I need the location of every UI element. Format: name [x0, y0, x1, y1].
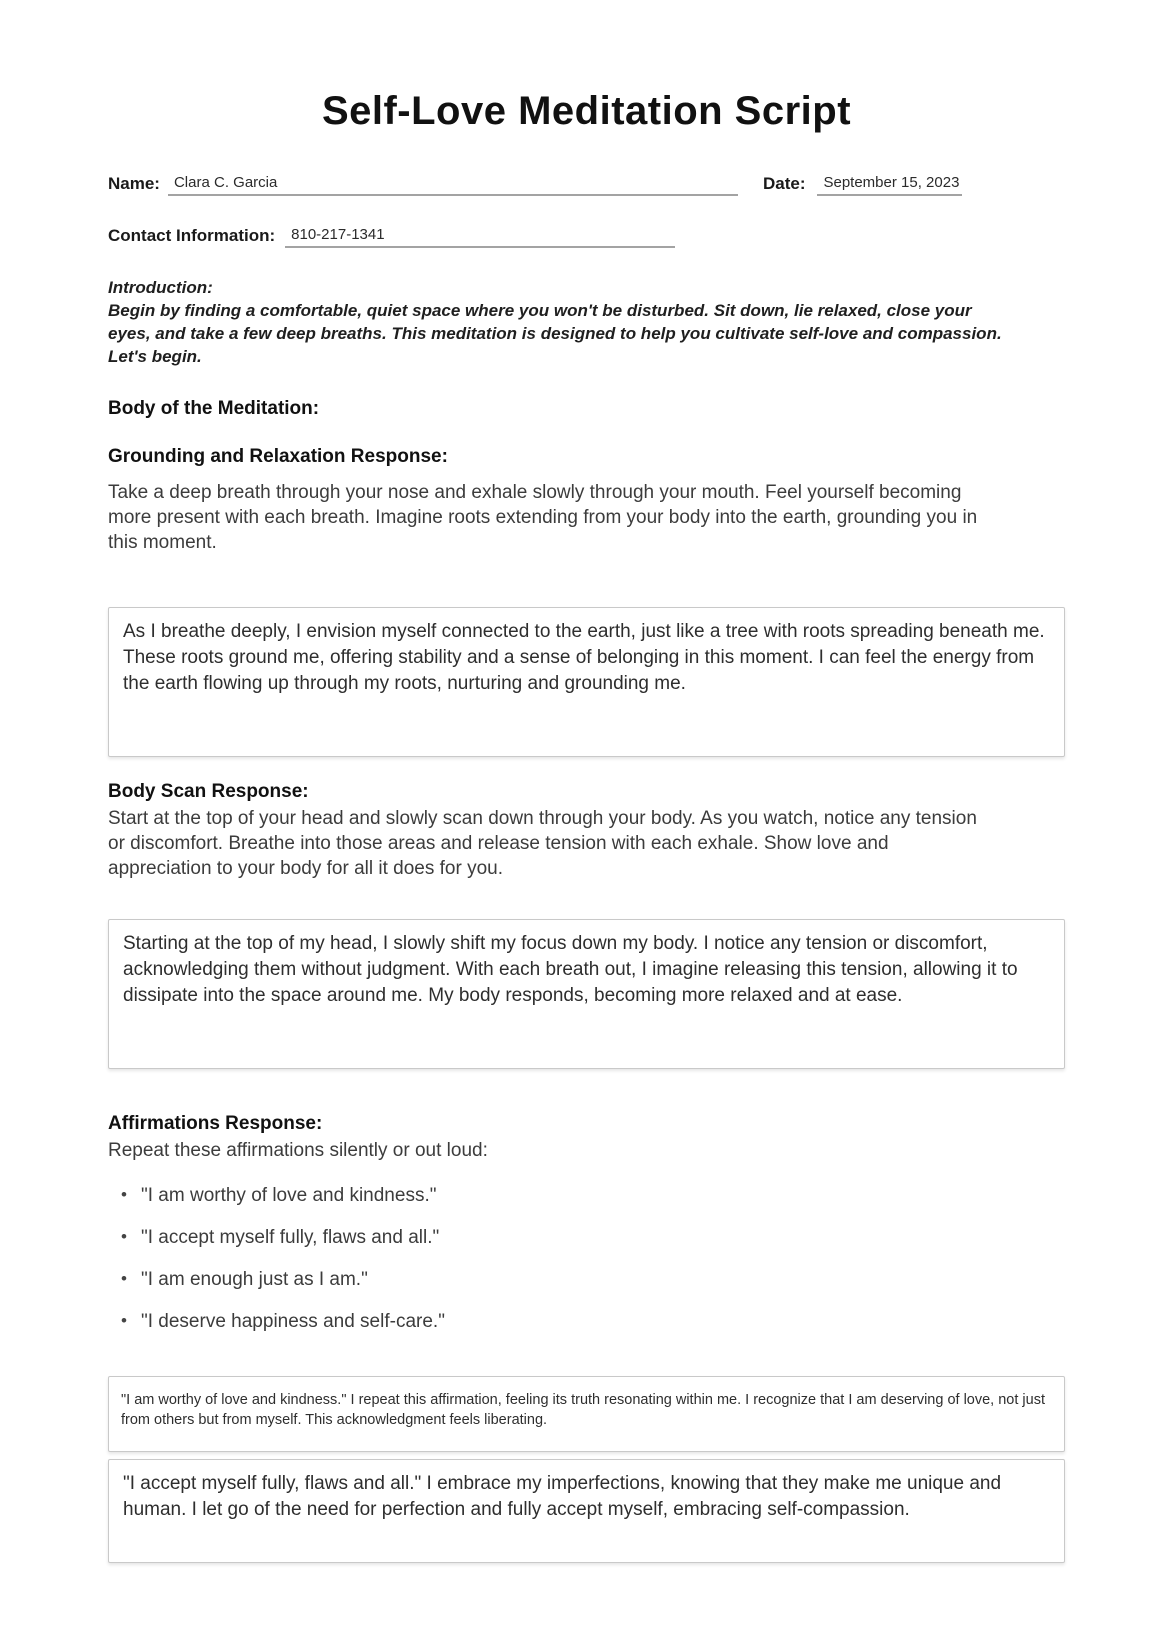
introduction-block: [108, 276, 1018, 368]
name-input[interactable]: Clara C. Garcia: [168, 172, 738, 196]
date-input[interactable]: September 15, 2023: [817, 172, 962, 196]
affirmation-list: [108, 1183, 1065, 1334]
body-scan-heading: Body Scan Response:: [108, 781, 309, 802]
contact-row: [108, 224, 1065, 248]
name-label: Name:: [108, 174, 160, 193]
document-page: [0, 88, 1176, 1630]
grounding-response-box[interactable]: As I breathe deeply, I envision myself connected to the earth, just like a tree with roots spreading beneath me. These roots ground me, offering stability and a sense of belonging in this moment. I can feel the energy from the earth flowing up through my roots, nurturing and grounding me.: [108, 607, 1065, 757]
name-date-row: [108, 172, 1065, 196]
affirmation-bullet-1: • "I am worthy of love and kindness.": [141, 1183, 1065, 1208]
affirmation-bullet-2: • "I accept myself fully, flaws and all.": [141, 1225, 1065, 1250]
contact-label: Contact Information:: [108, 226, 276, 245]
affirmation-response-box-1[interactable]: "I am worthy of love and kindness." I repeat this affirmation, feeling its truth resonating within me. I recognize that I am deserving of love, not just from others but from myself. This acknowledgment feels liberating.: [108, 1376, 1065, 1452]
grounding-heading: Grounding and Relaxation Response:: [108, 446, 448, 467]
date-label: Date:: [762, 174, 806, 193]
affirmations-heading: Affirmations Response:: [108, 1113, 323, 1134]
page-title: Self-Love Meditation Script: [321, 89, 852, 133]
contact-input[interactable]: 810-217-1341: [285, 224, 675, 248]
affirmation-bullet-4: • "I deserve happiness and self-care.": [141, 1309, 1065, 1334]
affirmation-response-box-2[interactable]: "I accept myself fully, flaws and all." I embrace my imperfections, knowing that they make me unique and human. I let go of the need for perfection and fully accept myself, embracing self-compassion.: [108, 1459, 1065, 1563]
affirmations-prompt: Repeat these affirmations silently or out loud:: [108, 1140, 488, 1161]
body-scan-prompt: Start at the top of your head and slowly scan down through your body. As you watch, notice any tension or discomfort. Breathe into those areas and release tension with each exhale. Show love and appreciation to your body for all it does for you.: [108, 808, 977, 879]
affirmation-bullet-3: • "I am enough just as I am.": [141, 1267, 1065, 1292]
body-scan-response-box[interactable]: Starting at the top of my head, I slowly shift my focus down my body. I notice any tension or discomfort, acknowledging them without judgment. With each breath out, I imagine releasing this tension, allowing it to dissipate into the space around me. My body responds, becoming more relaxed and at ease.: [108, 919, 1065, 1069]
introduction-text: Begin by finding a comfortable, quiet space where you won't be disturbed. Sit down, lie relaxed, close your eyes, and take a few deep breaths. This meditation is designed to help you cultivate self-love and compassion. Let's begin.: [108, 301, 1002, 366]
body-of-meditation-heading: Body of the Meditation:: [108, 398, 320, 419]
grounding-prompt: Take a deep breath through your nose and exhale slowly through your mouth. Feel yourself becoming more present with each breath. Imagine roots extending from your body into the earth, grounding you in this moment.: [108, 482, 978, 553]
introduction-heading: Introduction:: [108, 278, 213, 297]
